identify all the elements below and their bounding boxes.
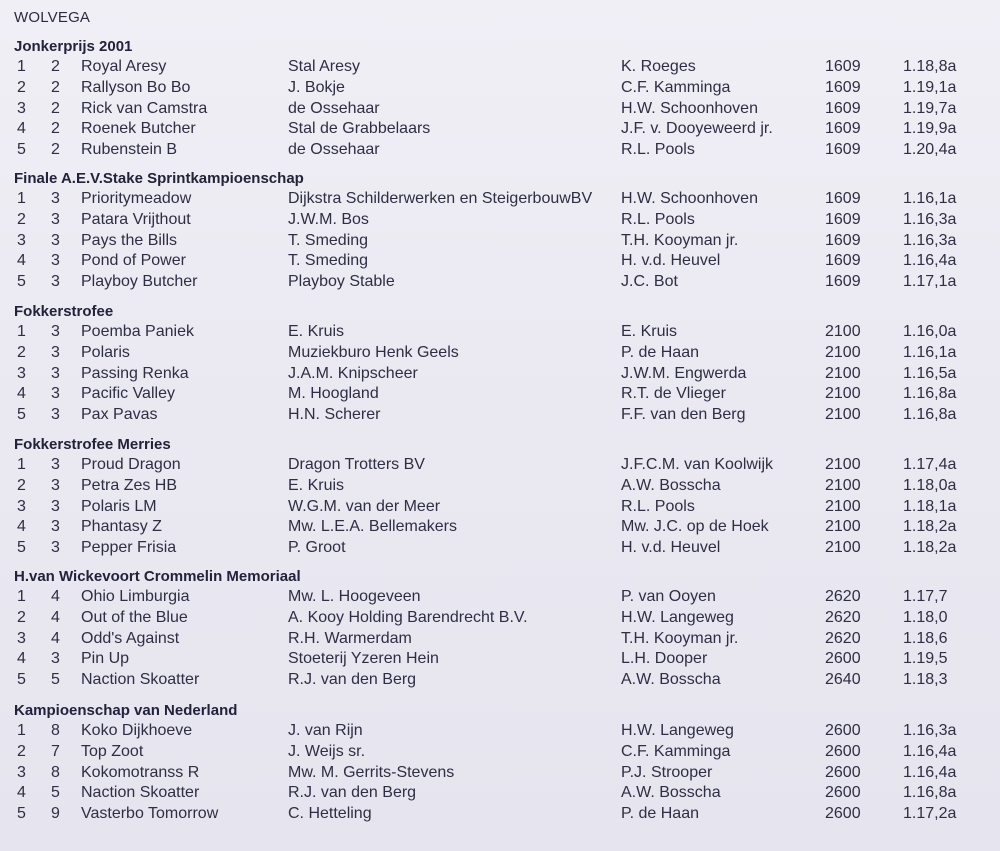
owner-name: A. Kooy Holding Barendrecht B.V. xyxy=(288,609,528,626)
horse-name: Rick van Camstra xyxy=(81,100,208,117)
horse-name: Pax Pavas xyxy=(81,406,158,423)
owner-name: T. Smeding xyxy=(288,232,369,249)
result-row xyxy=(0,232,1000,253)
result-position: 3 xyxy=(17,764,26,781)
result-start-number: 7 xyxy=(51,743,60,760)
result-row xyxy=(0,539,1000,560)
result-row xyxy=(0,588,1000,609)
owner-name: Playboy Stable xyxy=(288,273,395,290)
race-distance: 1609 xyxy=(825,100,861,117)
result-row xyxy=(0,79,1000,100)
driver-name: H.W. Langeweg xyxy=(621,722,734,739)
kilometer-time: 1.17,7 xyxy=(903,588,948,605)
horse-name: Kokomotranss R xyxy=(81,764,200,781)
result-row xyxy=(0,764,1000,785)
result-start-number: 2 xyxy=(51,120,60,137)
kilometer-time: 1.16,4a xyxy=(903,252,957,269)
owner-name: J.A.M. Knipscheer xyxy=(288,365,418,382)
result-start-number: 8 xyxy=(51,764,60,781)
driver-name: A.W. Bosscha xyxy=(621,477,721,494)
result-position: 3 xyxy=(17,498,26,515)
result-row xyxy=(0,650,1000,671)
race-title: Kampioenschap van Nederland xyxy=(14,702,238,719)
race-title: Fokkerstrofee xyxy=(14,303,114,320)
result-start-number: 3 xyxy=(51,211,60,228)
result-start-number: 3 xyxy=(51,518,60,535)
result-position: 5 xyxy=(17,273,26,290)
owner-name: Dragon Trotters BV xyxy=(288,456,425,473)
driver-name: R.L. Pools xyxy=(621,141,695,158)
race-title: Jonkerprijs 2001 xyxy=(14,38,133,55)
owner-name: Mw. L.E.A. Bellemakers xyxy=(288,518,457,535)
result-position: 5 xyxy=(17,671,26,688)
result-start-number: 4 xyxy=(51,609,60,626)
race-distance: 2620 xyxy=(825,630,861,647)
race-distance: 2100 xyxy=(825,498,861,515)
race-title: Fokkerstrofee Merries xyxy=(14,436,171,453)
kilometer-time: 1.18,2a xyxy=(903,518,957,535)
result-start-number: 2 xyxy=(51,79,60,96)
result-position: 1 xyxy=(17,58,26,75)
result-start-number: 3 xyxy=(51,650,60,667)
horse-name: Pepper Frisia xyxy=(81,539,177,556)
owner-name: R.H. Warmerdam xyxy=(288,630,412,647)
owner-name: Mw. M. Gerrits-Stevens xyxy=(288,764,455,781)
kilometer-time: 1.18,2a xyxy=(903,539,957,556)
owner-name: E. Kruis xyxy=(288,323,345,340)
kilometer-time: 1.20,4a xyxy=(903,141,957,158)
result-start-number: 4 xyxy=(51,588,60,605)
result-start-number: 2 xyxy=(51,141,60,158)
horse-name: Polaris xyxy=(81,344,130,361)
kilometer-time: 1.17,2a xyxy=(903,805,957,822)
driver-name: R.L. Pools xyxy=(621,211,695,228)
result-position: 5 xyxy=(17,539,26,556)
kilometer-time: 1.18,0 xyxy=(903,609,948,626)
owner-name: M. Hoogland xyxy=(288,385,379,402)
race-distance: 1609 xyxy=(825,273,861,290)
owner-name: J. van Rijn xyxy=(288,722,363,739)
result-row xyxy=(0,323,1000,344)
race-distance: 2100 xyxy=(825,477,861,494)
result-row xyxy=(0,630,1000,651)
race-distance: 2100 xyxy=(825,406,861,423)
race-distance: 1609 xyxy=(825,252,861,269)
race-distance: 1609 xyxy=(825,141,861,158)
driver-name: E. Kruis xyxy=(621,323,678,340)
kilometer-time: 1.16,4a xyxy=(903,743,957,760)
result-position: 1 xyxy=(17,456,26,473)
owner-name: de Ossehaar xyxy=(288,100,380,117)
result-start-number: 8 xyxy=(51,722,60,739)
horse-name: Playboy Butcher xyxy=(81,273,198,290)
driver-name: A.W. Bosscha xyxy=(621,784,721,801)
owner-name: R.J. van den Berg xyxy=(288,671,417,688)
result-row xyxy=(0,743,1000,764)
horse-name: Roenek Butcher xyxy=(81,120,196,137)
result-start-number: 3 xyxy=(51,232,60,249)
driver-name: R.T. de Vlieger xyxy=(621,385,726,402)
owner-name: E. Kruis xyxy=(288,477,345,494)
result-start-number: 2 xyxy=(51,100,60,117)
result-position: 3 xyxy=(17,100,26,117)
horse-name: Proud Dragon xyxy=(81,456,181,473)
horse-name: Royal Aresy xyxy=(81,58,167,75)
race-distance: 2620 xyxy=(825,588,861,605)
horse-name: Pin Up xyxy=(81,650,130,667)
horse-name: Rubenstein B xyxy=(81,141,178,158)
result-position: 5 xyxy=(17,406,26,423)
result-row xyxy=(0,365,1000,386)
result-row xyxy=(0,273,1000,294)
venue-heading: WOLVEGA xyxy=(14,9,91,26)
owner-name: J. Bokje xyxy=(288,79,345,96)
race-distance: 2100 xyxy=(825,456,861,473)
result-start-number: 3 xyxy=(51,385,60,402)
result-position: 4 xyxy=(17,120,26,137)
result-start-number: 3 xyxy=(51,344,60,361)
result-row xyxy=(0,477,1000,498)
horse-name: Vasterbo Tomorrow xyxy=(81,805,219,822)
result-position: 2 xyxy=(17,79,26,96)
horse-name: Prioritymeadow xyxy=(81,190,192,207)
result-position: 1 xyxy=(17,190,26,207)
result-start-number: 5 xyxy=(51,671,60,688)
driver-name: J.F.C.M. van Koolwijk xyxy=(621,456,774,473)
kilometer-time: 1.16,3a xyxy=(903,232,957,249)
race-distance: 1609 xyxy=(825,232,861,249)
result-start-number: 9 xyxy=(51,805,60,822)
driver-name: L.H. Dooper xyxy=(621,650,708,667)
result-row xyxy=(0,344,1000,365)
horse-name: Patara Vrijthout xyxy=(81,211,191,228)
result-position: 1 xyxy=(17,588,26,605)
result-row xyxy=(0,120,1000,141)
result-position: 4 xyxy=(17,650,26,667)
kilometer-time: 1.18,6 xyxy=(903,630,948,647)
result-row xyxy=(0,211,1000,232)
race-distance: 2100 xyxy=(825,385,861,402)
result-row xyxy=(0,498,1000,519)
horse-name: Pond of Power xyxy=(81,252,186,269)
result-start-number: 4 xyxy=(51,630,60,647)
horse-name: Naction Skoatter xyxy=(81,671,200,688)
driver-name: Mw. J.C. op de Hoek xyxy=(621,518,769,535)
race-distance: 1609 xyxy=(825,211,861,228)
horse-name: Phantasy Z xyxy=(81,518,162,535)
driver-name: H.W. Schoonhoven xyxy=(621,190,758,207)
result-position: 1 xyxy=(17,323,26,340)
result-position: 2 xyxy=(17,609,26,626)
result-start-number: 3 xyxy=(51,456,60,473)
owner-name: W.G.M. van der Meer xyxy=(288,498,441,515)
owner-name: H.N. Scherer xyxy=(288,406,381,423)
horse-name: Out of the Blue xyxy=(81,609,188,626)
result-position: 5 xyxy=(17,805,26,822)
owner-name: R.J. van den Berg xyxy=(288,784,417,801)
result-position: 3 xyxy=(17,365,26,382)
result-start-number: 3 xyxy=(51,252,60,269)
driver-name: A.W. Bosscha xyxy=(621,671,721,688)
result-row xyxy=(0,805,1000,826)
driver-name: P. de Haan xyxy=(621,344,699,361)
owner-name: Dijkstra Schilderwerken en SteigerbouwBV xyxy=(288,190,593,207)
horse-name: Naction Skoatter xyxy=(81,784,200,801)
horse-name: Rallyson Bo Bo xyxy=(81,79,191,96)
result-start-number: 3 xyxy=(51,498,60,515)
kilometer-time: 1.18,1a xyxy=(903,498,957,515)
horse-name: Petra Zes HB xyxy=(81,477,178,494)
driver-name: C.F. Kamminga xyxy=(621,743,731,760)
horse-name: Pacific Valley xyxy=(81,385,175,402)
race-distance: 2600 xyxy=(825,743,861,760)
driver-name: T.H. Kooyman jr. xyxy=(621,630,739,647)
race-distance: 2100 xyxy=(825,323,861,340)
result-start-number: 3 xyxy=(51,190,60,207)
result-row xyxy=(0,385,1000,406)
horse-name: Passing Renka xyxy=(81,365,189,382)
race-distance: 2620 xyxy=(825,609,861,626)
owner-name: P. Groot xyxy=(288,539,346,556)
kilometer-time: 1.19,5 xyxy=(903,650,948,667)
horse-name: Pays the Bills xyxy=(81,232,178,249)
horse-name: Polaris LM xyxy=(81,498,157,515)
race-title: Finale A.E.V.Stake Sprintkampioenschap xyxy=(14,170,304,187)
result-start-number: 3 xyxy=(51,539,60,556)
kilometer-time: 1.17,1a xyxy=(903,273,957,290)
horse-name: Koko Dijkhoeve xyxy=(81,722,193,739)
result-start-number: 3 xyxy=(51,477,60,494)
race-title: H.van Wickevoort Crommelin Memoriaal xyxy=(14,568,301,585)
kilometer-time: 1.18,3 xyxy=(903,671,948,688)
result-row xyxy=(0,609,1000,630)
result-row xyxy=(0,722,1000,743)
owner-name: C. Hetteling xyxy=(288,805,372,822)
kilometer-time: 1.19,1a xyxy=(903,79,957,96)
result-row xyxy=(0,100,1000,121)
kilometer-time: 1.16,8a xyxy=(903,385,957,402)
race-distance: 1609 xyxy=(825,190,861,207)
race-distance: 2600 xyxy=(825,764,861,781)
driver-name: T.H. Kooyman jr. xyxy=(621,232,739,249)
kilometer-time: 1.18,8a xyxy=(903,58,957,75)
result-position: 4 xyxy=(17,252,26,269)
owner-name: Stoeterij Yzeren Hein xyxy=(288,650,439,667)
driver-name: P.J. Strooper xyxy=(621,764,713,781)
result-start-number: 3 xyxy=(51,406,60,423)
result-start-number: 5 xyxy=(51,784,60,801)
result-row xyxy=(0,406,1000,427)
race-distance: 2100 xyxy=(825,344,861,361)
result-position: 1 xyxy=(17,722,26,739)
race-distance: 2600 xyxy=(825,722,861,739)
race-distance: 1609 xyxy=(825,79,861,96)
driver-name: J.W.M. Engwerda xyxy=(621,365,747,382)
result-start-number: 3 xyxy=(51,323,60,340)
driver-name: R.L. Pools xyxy=(621,498,695,515)
race-distance: 2600 xyxy=(825,650,861,667)
owner-name: T. Smeding xyxy=(288,252,369,269)
driver-name: P. de Haan xyxy=(621,805,699,822)
owner-name: de Ossehaar xyxy=(288,141,380,158)
result-start-number: 3 xyxy=(51,365,60,382)
horse-name: Odd's Against xyxy=(81,630,180,647)
owner-name: J. Weijs sr. xyxy=(288,743,366,760)
result-position: 2 xyxy=(17,211,26,228)
result-row xyxy=(0,456,1000,477)
kilometer-time: 1.16,5a xyxy=(903,365,957,382)
race-distance: 2100 xyxy=(825,518,861,535)
kilometer-time: 1.16,0a xyxy=(903,323,957,340)
race-distance: 1609 xyxy=(825,58,861,75)
result-row xyxy=(0,190,1000,211)
result-row xyxy=(0,784,1000,805)
driver-name: C.F. Kamminga xyxy=(621,79,731,96)
kilometer-time: 1.16,3a xyxy=(903,211,957,228)
owner-name: Stal Aresy xyxy=(288,58,361,75)
kilometer-time: 1.16,1a xyxy=(903,344,957,361)
result-row xyxy=(0,252,1000,273)
horse-name: Poemba Paniek xyxy=(81,323,194,340)
owner-name: Mw. L. Hoogeveen xyxy=(288,588,421,605)
kilometer-time: 1.16,3a xyxy=(903,722,957,739)
race-distance: 2600 xyxy=(825,784,861,801)
horse-name: Ohio Limburgia xyxy=(81,588,190,605)
owner-name: Muziekburo Henk Geels xyxy=(288,344,459,361)
kilometer-time: 1.17,4a xyxy=(903,456,957,473)
result-start-number: 2 xyxy=(51,58,60,75)
driver-name: H.W. Langeweg xyxy=(621,609,734,626)
result-start-number: 3 xyxy=(51,273,60,290)
result-position: 4 xyxy=(17,784,26,801)
result-position: 3 xyxy=(17,630,26,647)
result-row xyxy=(0,141,1000,162)
kilometer-time: 1.16,1a xyxy=(903,190,957,207)
result-row xyxy=(0,58,1000,79)
owner-name: Stal de Grabbelaars xyxy=(288,120,431,137)
driver-name: H. v.d. Heuvel xyxy=(621,252,721,269)
race-distance: 1609 xyxy=(825,120,861,137)
driver-name: J.C. Bot xyxy=(621,273,678,290)
kilometer-time: 1.19,7a xyxy=(903,100,957,117)
race-distance: 2600 xyxy=(825,805,861,822)
horse-name: Top Zoot xyxy=(81,743,144,760)
kilometer-time: 1.16,8a xyxy=(903,406,957,423)
kilometer-time: 1.18,0a xyxy=(903,477,957,494)
kilometer-time: 1.16,8a xyxy=(903,784,957,801)
result-position: 4 xyxy=(17,518,26,535)
driver-name: K. Roeges xyxy=(621,58,696,75)
race-distance: 2100 xyxy=(825,365,861,382)
kilometer-time: 1.19,9a xyxy=(903,120,957,137)
race-distance: 2100 xyxy=(825,539,861,556)
result-position: 2 xyxy=(17,743,26,760)
result-position: 3 xyxy=(17,232,26,249)
race-distance: 2640 xyxy=(825,671,861,688)
result-row xyxy=(0,671,1000,692)
result-position: 4 xyxy=(17,385,26,402)
driver-name: F.F. van den Berg xyxy=(621,406,746,423)
owner-name: J.W.M. Bos xyxy=(288,211,369,228)
driver-name: J.F. v. Dooyeweerd jr. xyxy=(621,120,773,137)
result-position: 5 xyxy=(17,141,26,158)
driver-name: H. v.d. Heuvel xyxy=(621,539,721,556)
driver-name: H.W. Schoonhoven xyxy=(621,100,758,117)
driver-name: P. van Ooyen xyxy=(621,588,716,605)
result-position: 2 xyxy=(17,344,26,361)
result-position: 2 xyxy=(17,477,26,494)
result-row xyxy=(0,518,1000,539)
kilometer-time: 1.16,4a xyxy=(903,764,957,781)
